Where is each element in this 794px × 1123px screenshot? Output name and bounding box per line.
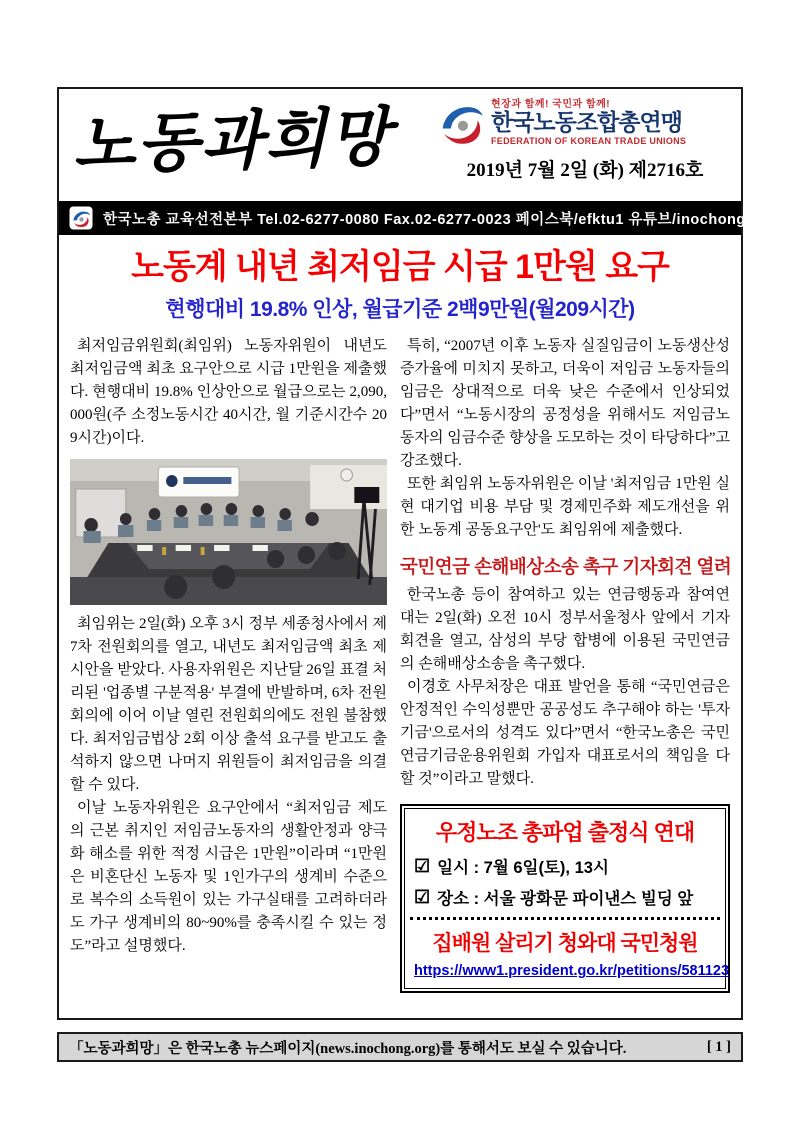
- footer-bar: [57, 1032, 743, 1062]
- petition-url-link[interactable]: https://www1.president.go.kr/petitions/581123: [414, 963, 730, 980]
- fktu-name-korean: 한국노동조합총연맹: [491, 109, 682, 136]
- strike-notice-box: [400, 804, 730, 993]
- fktu-mini-emblem-icon: [69, 206, 93, 230]
- paragraph: 이날 노동자위원은 요구안에서 “최저임금 제도의 근본 취지인 저임금노동자의 생활안정과 양극화 해소를 위한 적정 시급은 1만원”이라며 “1만원은 비혼단신 노동자 및 1인가구의 생계비 수준으로 복수의 소득원이 있는 가구실태를 고려하더라도 가구 생계비의 80~90%를 충족시킬 수 있는 정도”라고 설명했다.: [70, 800, 387, 955]
- right-column: [400, 335, 730, 993]
- masthead: [59, 89, 741, 201]
- issue-date-number: 2019년 7월 2일 (화) 제2716호: [466, 160, 704, 182]
- dotted-divider: [410, 917, 720, 920]
- contact-bar: [59, 201, 746, 235]
- paragraph: 특히, “2007년 이후 노동자 실질임금이 노동생산성 증가율에 미치지 못하고, 더욱이 저임금 노동자들의 임금은 상대적으로 더욱 낮은 수준에서 인상되었다”면서 “노동시장의 공정성을 위해서도 저임금노동자의 임금수준 향상을 도모하는 것이 타당하다”고 강조했다.: [400, 338, 730, 470]
- paragraph: 또한 최임위 노동자위원은 이날 '최저임금 1만원 실현 대기업 비용 부담 및 경제민주화 제도개선을 위한 노동계 공동요구안'도 최임위에 제출했다.: [400, 476, 730, 539]
- fktu-tagline: 현장과 함께! 국민과 함께!: [491, 99, 611, 110]
- notice-item-place: [414, 885, 716, 909]
- article-body: [59, 323, 741, 993]
- checked-checkbox-icon: ☑: [414, 856, 431, 877]
- article-headline: 노동계 내년 최저임금 시급 1만원 요구: [131, 248, 669, 286]
- fktu-name-english: FEDERATION OF KOREAN TRADE UNIONS: [491, 135, 687, 146]
- paragraph: 최임위는 2일(화) 오후 3시 정부 세종청사에서 제7차 전원회의를 열고, 내년도 최저임금액 최초 제시안을 받았다. 사용자위원은 지난달 26일 표결 처리된 '업종별 구분적용' 부결에 반발하며, 6차 전원회의에 이어 이날 열린 전원회의에도 전원 불참했다. 최저임금법상 2회 이상 출석 요구를 받고도 출석하지 않으면 나머지 위원들이 최저임금을 의결할 수 있다.: [70, 616, 387, 794]
- meeting-photo: [70, 459, 387, 605]
- left-column: [70, 335, 387, 993]
- article-subheadline: 현행대비 19.8% 인상, 월급기준 2백9만원(월209시간): [165, 298, 635, 322]
- checked-checkbox-icon: ☑: [414, 887, 431, 908]
- notice-title: 우정노조 총파업 출정식 연대: [435, 820, 695, 846]
- fktu-logo-block: [439, 99, 731, 182]
- fktu-wordmark: [491, 99, 686, 146]
- newsletter-main-frame: [57, 87, 746, 1020]
- paragraph: 한국노총 등이 참여하고 있는 연금행동과 참여연대는 2일(화) 오전 10시 정부서울청사 앞에서 기자회견을 열고, 삼성의 부당 합병에 이용된 국민연금의 손해배상소송을 촉구했다.: [400, 587, 730, 673]
- fktu-emblem-icon: [439, 100, 485, 146]
- notice-item-text: 장소 : 서울 광화문 파이낸스 빌딩 앞: [437, 890, 694, 909]
- notice-item-text: 일시 : 7월 6일(토), 13시: [437, 859, 609, 878]
- contact-info: 한국노총 교육선전본부 Tel.02-6277-0080 Fax.02-6277-0023 페이스북/efktu1 유튜브/inochong: [103, 211, 746, 228]
- section-heading-pension: 국민연금 손해배상소송 촉구 기자회견 열려: [400, 556, 732, 578]
- paragraph: 최저임금위원회(최임위) 노동자위원이 내년도 최저임금액 최초 요구안으로 시급 1만원을 제출했다. 현행대비 19.8% 인상안으로 월급으로는 2,090,000원(주 소정노동시간 40시간, 월 기준시간수 209시간)이다.: [70, 338, 387, 447]
- notice-item-date: [414, 854, 716, 878]
- paragraph: 이경호 사무처장은 대표 발언을 통해 “국민연금은 안정적인 수익성뿐만 공공성도 추구해야 하는 '투자기금'으로서의 성격도 있다”면서 “한국노총은 국민연금기금운용위원회 가입자 대표로서의 책임을 다할 것”이라고 말했다.: [400, 679, 730, 788]
- page-number: [ 1 ]: [706, 1038, 731, 1055]
- petition-title: 집배원 살리기 청와대 국민청원: [432, 932, 698, 956]
- footer-text: 「노동과희망」은 한국노총 뉴스페이지(news.inochong.org)를 통해서도 보실 수 있습니다.: [69, 1040, 627, 1057]
- newsletter-logo: 노동과희망: [72, 101, 393, 182]
